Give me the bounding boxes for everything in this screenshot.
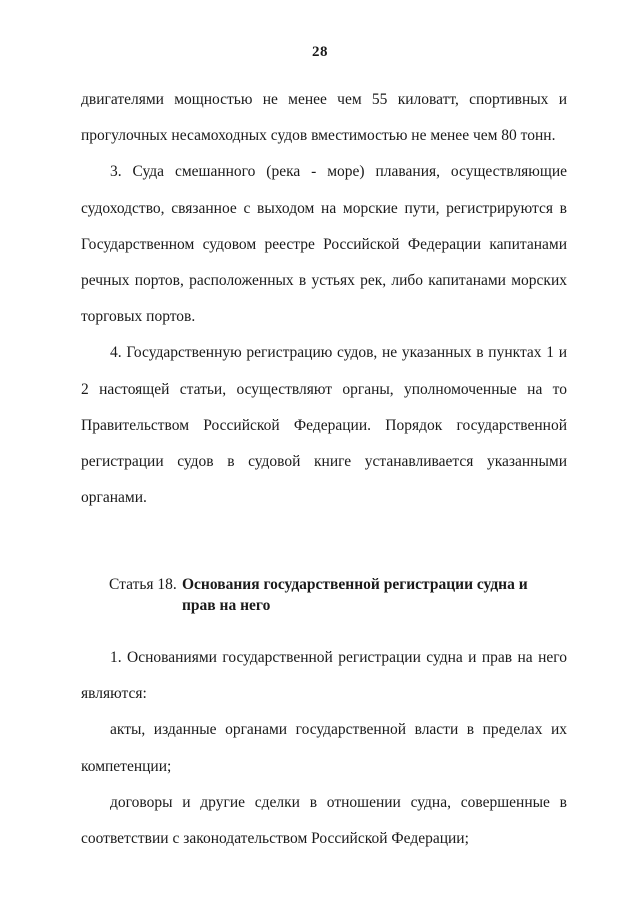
article-label: Статья 18. [109, 576, 177, 593]
article-heading [109, 574, 569, 616]
body-text-bottom [81, 640, 567, 857]
page-number: 28 [312, 44, 328, 60]
body-text-top [81, 82, 567, 516]
paragraph-contracts: договоры и другие сделки в отношении судна, совершенные в соответствии с законодательством Российской Федерации; [81, 793, 567, 848]
paragraph-item-4: 4. Государственную регистрацию судов, не указанных в пунктах 1 и 2 настоящей статьи, осуществляют органы, уполномоченные на то Правительством Российской Федерации. Порядок государственной регистрации судов в судовой книге устанавливается указанными органами. [81, 344, 567, 507]
paragraph-acts: акты, изданные органами государственной власти в пределах их компетенции; [81, 721, 567, 775]
paragraph-item-1: 1. Основаниями государственной регистрации судна и прав на него являются: [81, 649, 567, 703]
paragraph-continuation: двигателями мощностью не менее чем 55 киловатт, спортивных и прогулочных несамоходных судов вместимостью не менее чем 80 тонн. [81, 91, 567, 145]
paragraph-item-3: 3. Суда смешанного (река - море) плавания, осуществляющие судоходство, связанное с выходом на морские пути, регистрируются в Государственном судовом реестре Российской Федерации капитанами речных портов, расположенных в устьях рек, либо капитанами морских торговых портов. [81, 163, 567, 326]
article-title: Основания государственной регистрации судна и прав на него [182, 576, 528, 614]
